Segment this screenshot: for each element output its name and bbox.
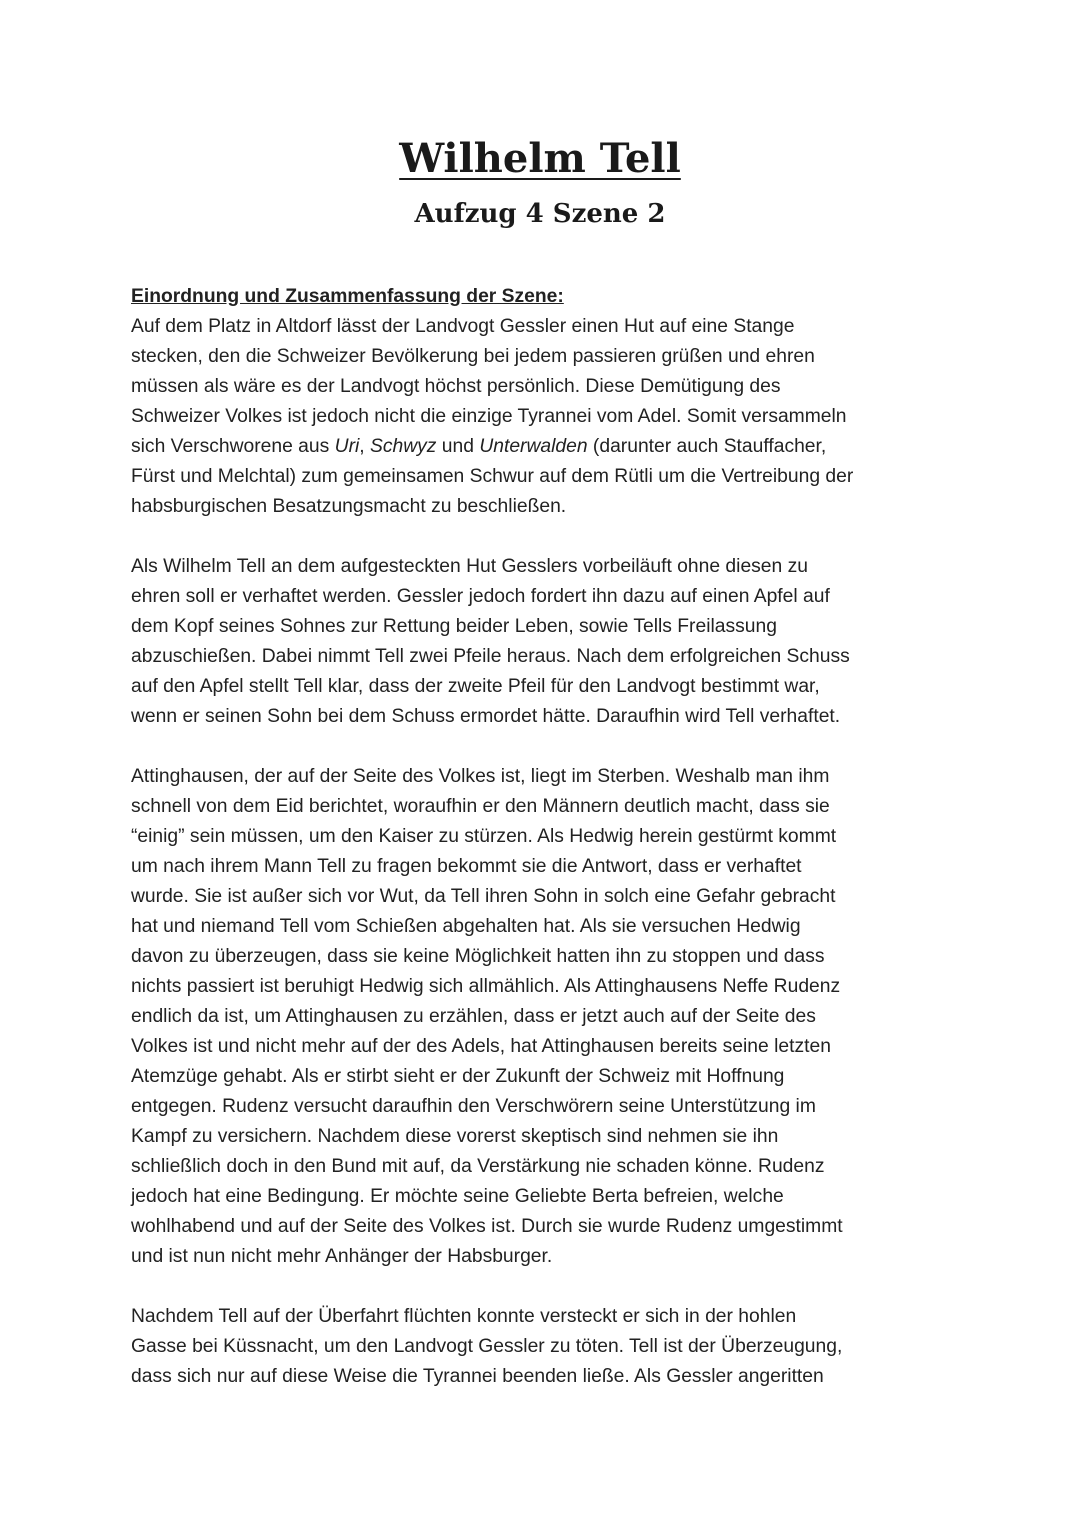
text-line: schnell von dem Eid berichtet, woraufhin er den Männern deutlich macht, dass sie — [131, 796, 830, 817]
text-line: Atemzüge gehabt. Als er stirbt sieht er der Zukunft der Schweiz mit Hoffnung — [131, 1066, 785, 1087]
text-line: Fürst und Melchtal) zum gemeinsamen Schwur auf dem Rütli um die Vertreibung der — [131, 466, 854, 487]
place-name-unterwalden: Unterwalden — [479, 436, 588, 457]
text-line: dem Kopf seines Sohnes zur Rettung beider Leben, sowie Tells Freilassung — [131, 616, 777, 637]
text-line: müssen als wäre es der Landvogt höchst persönlich. Diese Demütigung des — [131, 376, 781, 397]
text-line: nichts passiert ist beruhigt Hedwig sich allmählich. Als Attinghausens Neffe Rudenz — [131, 976, 841, 997]
text-line: und ist nun nicht mehr Anhänger der Habsburger. — [131, 1246, 553, 1267]
text-line: Kampf zu versichern. Nachdem diese vorerst skeptisch sind nehmen sie ihn — [131, 1126, 779, 1147]
text-segment: sich Verschworene aus — [131, 436, 335, 457]
document-title-text: Wilhelm Tell — [399, 135, 681, 182]
text-line: um nach ihrem Mann Tell zu fragen bekommt sie die Antwort, dass er verhaftet — [131, 856, 802, 877]
place-name-uri: Uri — [334, 436, 360, 457]
text-line: jedoch hat eine Bedingung. Er möchte seine Geliebte Berta befreien, welche — [131, 1186, 784, 1207]
text-line: Schweizer Volkes ist jedoch nicht die einzige Tyrannei vom Adel. Somit versammeln — [131, 406, 847, 427]
text-line: wenn er seinen Sohn bei dem Schuss ermordet hätte. Daraufhin wird Tell verhaftet. — [131, 706, 841, 727]
text-line: schließlich doch in den Bund mit auf, da Verstärkung nie schaden könne. Rudenz — [131, 1156, 825, 1177]
paragraph-4 — [131, 1302, 961, 1392]
text-line: wohlhabend und auf der Seite des Volkes ist. Durch sie wurde Rudenz umgestimmt — [131, 1216, 843, 1237]
text-line: Attinghausen, der auf der Seite des Volkes ist, liegt im Sterben. Weshalb man ihm — [131, 766, 830, 787]
document-subtitle: Aufzug 4 Szene 2 — [414, 199, 666, 229]
place-name-schwyz: Schwyz — [370, 436, 437, 457]
text-line: endlich da ist, um Attinghausen zu erzählen, dass er jetzt auch auf der Seite des — [131, 1006, 816, 1027]
text-line: Als Wilhelm Tell an dem aufgesteckten Hut Gesslers vorbeiläuft ohne diesen zu — [131, 556, 808, 577]
text-line: davon zu überzeugen, dass sie keine Möglichkeit hatten ihn zu stoppen und dass — [131, 946, 825, 967]
text-line: “einig” sein müssen, um den Kaiser zu stürzen. Als Hedwig herein gestürmt kommt — [131, 826, 837, 847]
section-heading: Einordnung und Zusammenfassung der Szene: — [131, 286, 564, 307]
text-line: Volkes ist und nicht mehr auf der des Adels, hat Attinghausen bereits seine letzten — [131, 1036, 831, 1057]
text-segment: , — [359, 436, 370, 457]
text-line: wurde. Sie ist außer sich vor Wut, da Tell ihren Sohn in solch eine Gefahr gebracht — [131, 886, 836, 907]
text-line: ehren soll er verhaftet werden. Gessler jedoch fordert ihn dazu auf einen Apfel auf — [131, 586, 830, 607]
text-line: stecken, den die Schweizer Bevölkerung bei jedem passieren grüßen und ehren — [131, 346, 815, 367]
document-title — [0, 132, 1080, 186]
text-line — [131, 432, 961, 462]
text-segment: (darunter auch Stauffacher, — [587, 436, 827, 457]
document-body — [131, 282, 961, 1422]
text-line: abzuschießen. Dabei nimmt Tell zwei Pfeile heraus. Nach dem erfolgreichen Schuss — [131, 646, 850, 667]
text-line: auf den Apfel stellt Tell klar, dass der zweite Pfeil für den Landvogt bestimmt war, — [131, 676, 820, 697]
text-line: Gasse bei Küssnacht, um den Landvogt Gessler zu töten. Tell ist der Überzeugung, — [131, 1336, 843, 1357]
paragraph-2 — [131, 552, 961, 732]
text-line: Auf dem Platz in Altdorf lässt der Landvogt Gessler einen Hut auf eine Stange — [131, 316, 795, 337]
paragraph-3 — [131, 762, 961, 1272]
text-segment: und — [436, 436, 480, 457]
text-line: hat und niemand Tell vom Schießen abgehalten hat. Als sie versuchen Hedwig — [131, 916, 801, 937]
text-line: entgegen. Rudenz versucht daraufhin den Verschwörern seine Unterstützung im — [131, 1096, 816, 1117]
paragraph-1 — [131, 312, 961, 522]
text-line: dass sich nur auf diese Weise die Tyrannei beenden ließe. Als Gessler angeritten — [131, 1366, 824, 1387]
text-line: habsburgischen Besatzungsmacht zu beschließen. — [131, 496, 567, 517]
text-line: Nachdem Tell auf der Überfahrt flüchten konnte versteckt er sich in der hohlen — [131, 1306, 797, 1327]
